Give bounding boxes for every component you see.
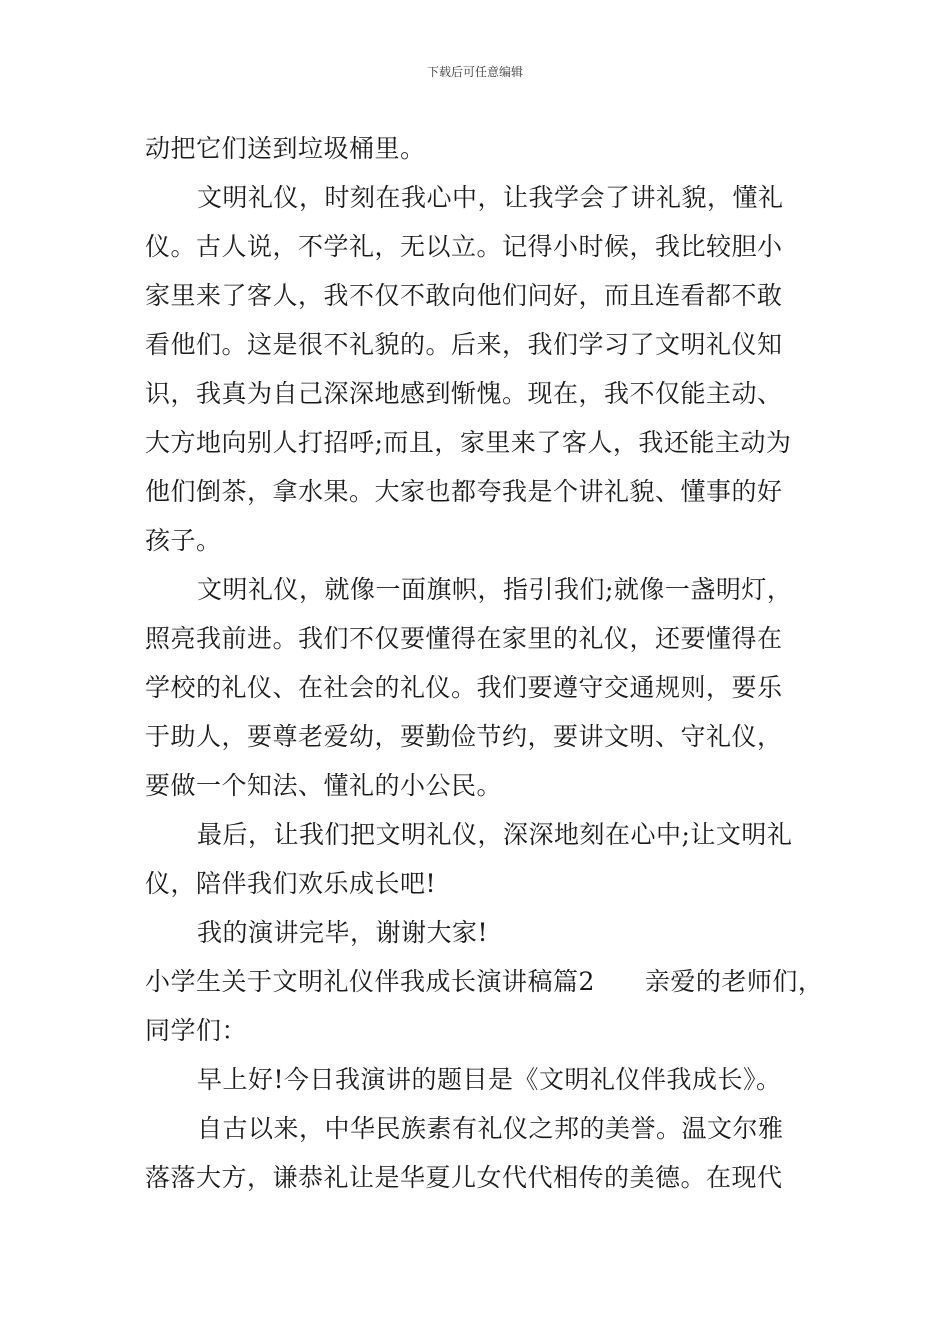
text-line: 动把它们送到垃圾桶里。 [145,134,426,163]
text-line: 仪，陪伴我们欢乐成长吧! [145,869,437,898]
text-line: 看他们。这是很不礼貌的。后来，我们学习了文明礼仪知 [145,330,783,359]
text-line: 同学们： [145,1016,248,1045]
document-body [145,124,835,1202]
text-line: 文明礼仪，时刻在我心中，让我学会了讲礼貌，懂礼 [197,183,784,212]
text-line: 家里来了客人，我不仅不敢向他们问好，而且连看都不敢 [145,281,783,310]
section-title-line [145,957,835,1006]
text-line: 识，我真为自己深深地感到惭愧。现在，我不仅能主动、 [145,379,783,408]
text-line: 照亮我前进。我们不仅要懂得在家里的礼仪，还要懂得在 [145,624,783,653]
text-line: 学校的礼仪、在社会的礼仪。我们要遵守交通规则，要乐 [145,673,783,702]
page-header: 下载后可任意编辑 [426,65,523,79]
text-line: 文明礼仪，就像一面旗帜，指引我们;就像一盏明灯， [197,575,793,604]
section-title: 小学生关于文明礼仪伴我成长演讲稿篇2 [145,967,595,996]
text-line: 早上好!今日我演讲的题目是《文明礼仪伴我成长》。 [197,1065,782,1094]
text-line: 自古以来，中华民族素有礼仪之邦的美誉。温文尔雅 [197,1114,784,1143]
text-line: 最后，让我们把文明礼仪，深深地刻在心中;让文明礼 [197,820,793,849]
text-line: 于助人，要尊老爱幼，要勤俭节约，要讲文明、守礼仪， [145,722,783,751]
text-line: 大方地向别人打招呼;而且，家里来了客人，我还能主动为 [145,428,792,457]
text-line: 要做一个知法、懂礼的小公民。 [145,771,503,800]
text-line: 仪。古人说，不学礼，无以立。记得小时候，我比较胆小 [145,232,783,261]
text-line: 落落大方，谦恭礼让是华夏儿女代代相传的美德。在现代 [145,1163,783,1192]
text-line: 他们倒茶，拿水果。大家也都夸我是个讲礼貌、懂事的好 [145,477,783,506]
greeting: 亲爱的老师们， [644,967,824,996]
text-line: 孩子。 [145,526,222,555]
text-line: 我的演讲完毕，谢谢大家! [197,918,489,947]
